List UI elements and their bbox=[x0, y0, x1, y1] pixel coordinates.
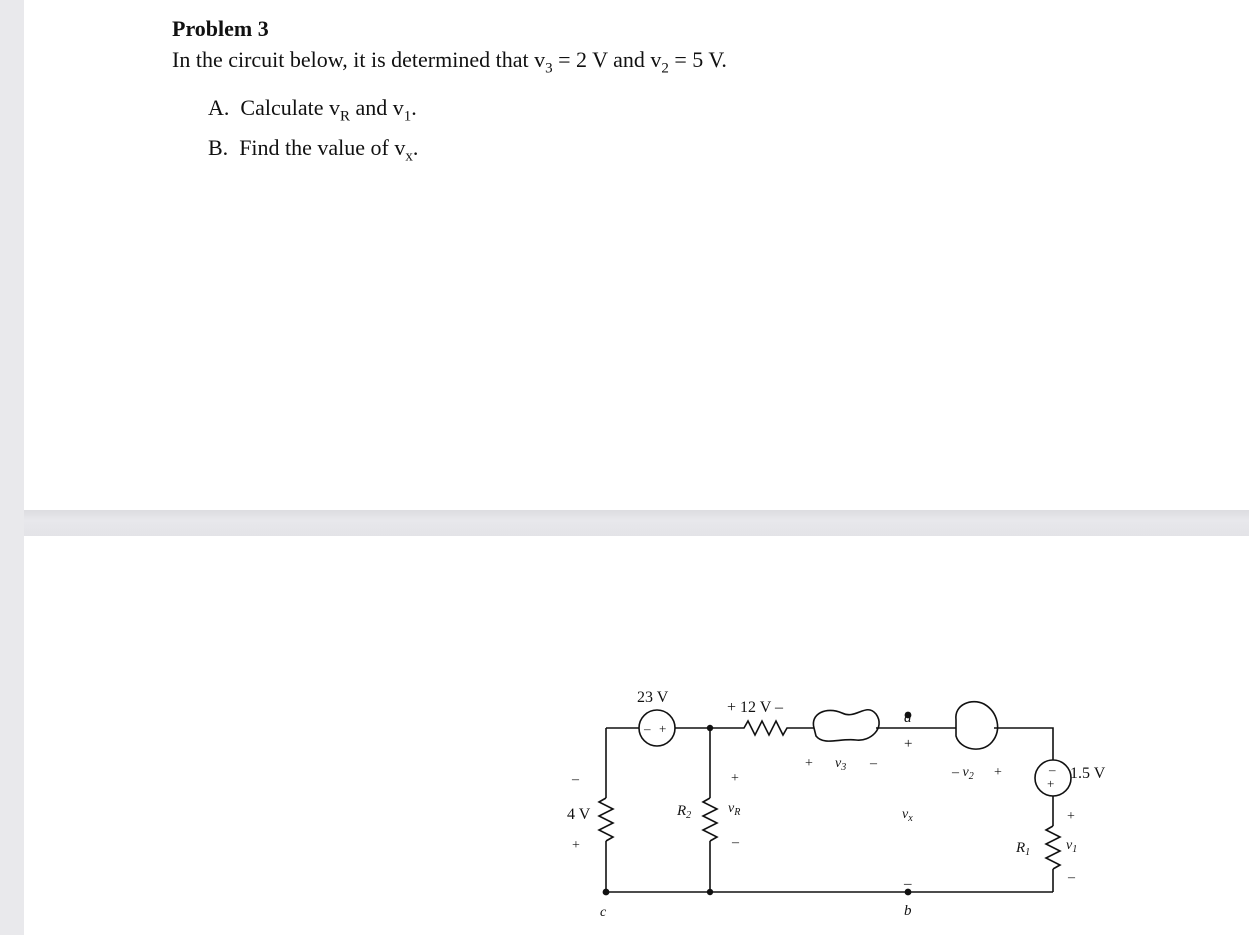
source-23v-plus: + bbox=[659, 721, 667, 736]
question-a-sub-1: 1 bbox=[403, 108, 412, 125]
question-list bbox=[208, 92, 418, 173]
label-4v-plus: + bbox=[572, 838, 580, 853]
resistor-12v-symbol bbox=[710, 721, 814, 735]
label-vx-plus: + bbox=[904, 736, 913, 752]
label-node-a: a bbox=[904, 710, 912, 726]
question-b-sub-x: x bbox=[405, 148, 413, 165]
r2-resistor-symbol bbox=[703, 798, 717, 841]
node-c-dot bbox=[603, 889, 610, 896]
page-divider bbox=[24, 510, 1249, 536]
question-a-text: Calculate v bbox=[240, 95, 340, 120]
wire-v2-to-source bbox=[994, 728, 1053, 760]
r1-resistor-symbol bbox=[1046, 826, 1060, 869]
label-4v: 4 V bbox=[567, 806, 591, 823]
question-b-end: . bbox=[412, 135, 419, 161]
label-vx-minus: – bbox=[904, 876, 912, 892]
problem-title: Problem 3 bbox=[172, 16, 269, 41]
question-a-label: A. bbox=[208, 95, 230, 120]
element-v2-blob bbox=[956, 702, 998, 749]
circuit-diagram bbox=[24, 536, 1249, 935]
label-v1-plus: + bbox=[1067, 809, 1075, 824]
label-vr-plus: + bbox=[731, 771, 739, 786]
label-v1-minus: – bbox=[1068, 870, 1075, 885]
question-b-text: Find the value of v bbox=[239, 135, 406, 161]
problem-statement bbox=[172, 47, 727, 77]
source-23v-minus: – bbox=[644, 721, 651, 736]
label-12v-drop: + 12 V – bbox=[727, 699, 783, 716]
question-a-sub-r: R bbox=[339, 108, 350, 125]
intro-v3-sub: 3 bbox=[545, 60, 553, 77]
label-v3-plus: + bbox=[805, 756, 813, 771]
label-node-c: c bbox=[600, 905, 607, 920]
intro-suffix: = 5 V. bbox=[668, 47, 727, 72]
label-r2: $R_2$ bbox=[677, 803, 692, 821]
source-4v-resistor-symbol bbox=[599, 798, 613, 841]
label-vr: $v_R$ bbox=[728, 801, 741, 818]
question-b bbox=[208, 132, 418, 172]
label-r1: $R_1$ bbox=[1016, 840, 1031, 858]
label-v2: – $v_2$ bbox=[952, 765, 974, 782]
label-4v-minus: – bbox=[572, 772, 579, 787]
source-1-5v-plus: + bbox=[1047, 776, 1055, 791]
node-bottom-junction bbox=[707, 889, 713, 895]
label-vx: $v_x$ bbox=[902, 807, 913, 824]
intro-prefix: In the circuit below, it is determined that v bbox=[172, 47, 546, 72]
label-v3-minus: – bbox=[870, 756, 877, 771]
label-v1: $v_1$ bbox=[1066, 838, 1078, 855]
question-a bbox=[208, 92, 418, 132]
intro-mid: = 2 V and v bbox=[552, 47, 662, 72]
label-23v: 23 V bbox=[637, 689, 669, 706]
element-v3-blob bbox=[813, 710, 879, 741]
label-v2-plus: + bbox=[994, 765, 1002, 780]
label-vr-minus: – bbox=[732, 835, 739, 850]
node-top-junction bbox=[707, 725, 713, 731]
question-b-label: B. bbox=[208, 135, 229, 161]
question-a-end: . bbox=[411, 95, 417, 120]
intro-v2-sub: 2 bbox=[661, 60, 669, 77]
label-node-b: b bbox=[904, 903, 912, 919]
label-v3: $v_3$ bbox=[835, 756, 847, 773]
page-1 bbox=[24, 0, 1249, 510]
question-a-mid: and v bbox=[349, 95, 404, 120]
label-1-5v: 1.5 V bbox=[1070, 765, 1106, 782]
source-1-5v-minus: – bbox=[1049, 762, 1056, 777]
page-2 bbox=[24, 536, 1249, 935]
